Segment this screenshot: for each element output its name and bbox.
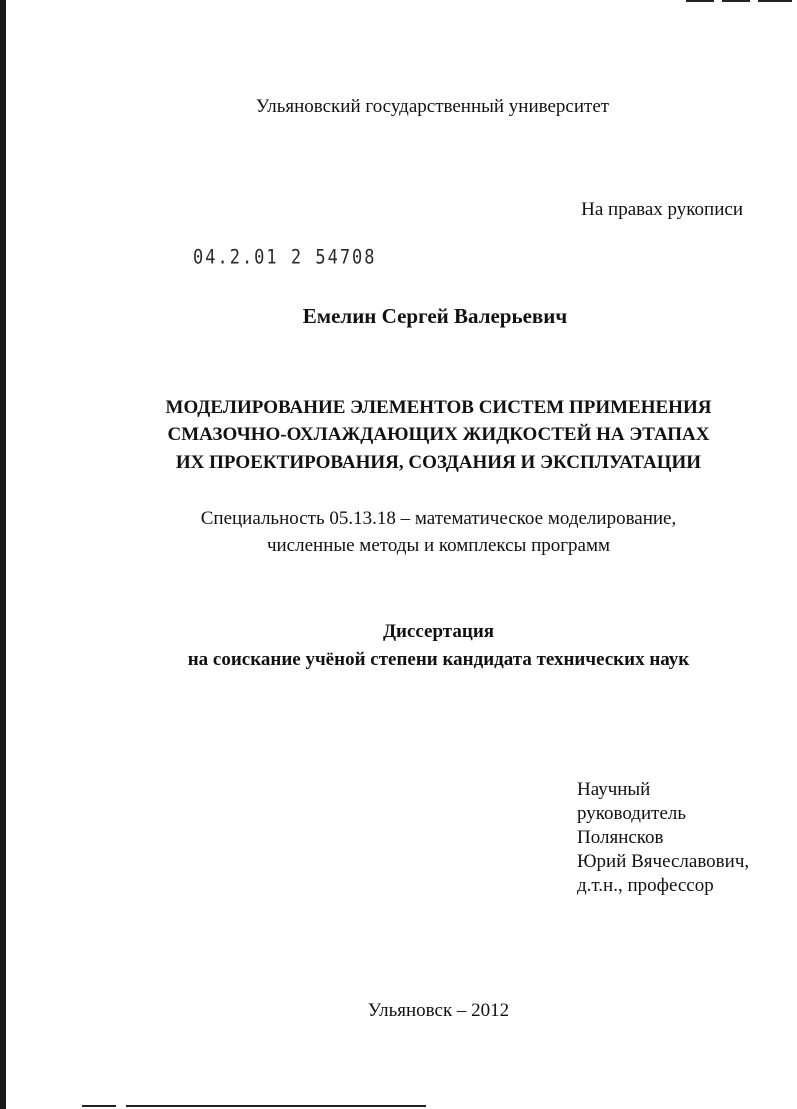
author-name: Емелин Сергей Валерьевич	[302, 304, 568, 328]
dissertation-degree: на соискание учёной степени кандидата технических наук	[187, 649, 690, 670]
manuscript-note: На правах рукописи	[581, 199, 743, 220]
advisor-line-2: руководитель	[577, 803, 687, 824]
scan-mark-bottom-2	[126, 1105, 426, 1107]
scan-mark-top-left	[686, 0, 714, 2]
thesis-title-line-3: ИХ ПРОЕКТИРОВАНИЯ, СОЗДАНИЯ И ЭКСПЛУАТАЦИИ	[175, 452, 702, 473]
thesis-title-line-2: СМАЗОЧНО-ОХЛАЖДАЮЩИХ ЖИДКОСТЕЙ НА ЭТАПАХ	[167, 424, 710, 445]
university-name: Ульяновский государственный университет	[255, 96, 610, 117]
advisor-line-5: д.т.н., профессор	[577, 875, 714, 896]
scan-mark-top-middle	[722, 0, 750, 2]
registration-stamp: 04.2.01 2 54708	[193, 246, 377, 269]
advisor-line-1: Научный	[577, 779, 651, 800]
specialty-line-1: Специальность 05.13.18 – математическое моделирование,	[200, 508, 677, 529]
scan-border-left	[0, 0, 6, 1109]
scan-mark-top-right	[758, 0, 792, 2]
thesis-title-line-1: МОДЕЛИРОВАНИЕ ЭЛЕМЕНТОВ СИСТЕМ ПРИМЕНЕНИЯ	[165, 397, 712, 418]
advisor-line-3: Полянсков	[577, 827, 664, 848]
specialty-line-2: численные методы и комплексы программ	[266, 535, 611, 556]
scan-mark-bottom-1	[82, 1105, 116, 1107]
advisor-line-4: Юрий Вячеславович,	[577, 851, 750, 872]
dissertation-heading: Диссертация	[382, 621, 495, 642]
scientific-advisor-block	[577, 778, 749, 898]
city-year: Ульяновск – 2012	[367, 1000, 510, 1021]
